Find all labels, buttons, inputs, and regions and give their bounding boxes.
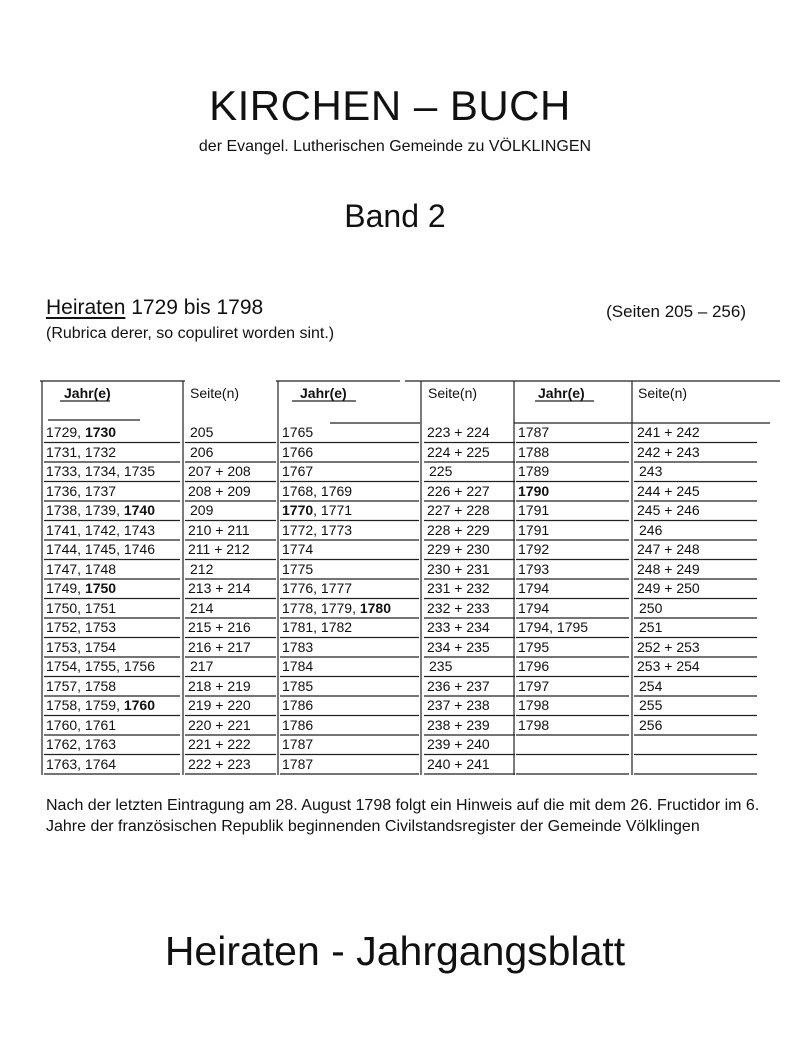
- table-cell-year: 1729, 1730: [46, 424, 117, 440]
- table-cell-year: 1798: [518, 716, 550, 733]
- table-cell-pages: 241 + 242: [637, 424, 700, 440]
- table-cell-year: 1738, 1739, 1740: [46, 502, 156, 518]
- table-cell-year: 1774: [282, 541, 314, 557]
- volume-label: Band 2: [344, 198, 446, 234]
- table-cell-pages: 239 + 240: [427, 736, 490, 752]
- table-cell-pages: 242 + 243: [637, 443, 700, 460]
- table-cell-pages: 248 + 249: [637, 560, 700, 577]
- table-cell-pages: 228 + 229: [427, 521, 490, 538]
- column-header-pages: Seite(n): [190, 385, 240, 401]
- table-cell-year: 1784: [282, 658, 314, 674]
- column-header-year: Jahr(e): [300, 385, 347, 401]
- footer-title: Heiraten - Jahrgangsblatt: [164, 928, 626, 974]
- table-cell-pages: 220 + 221: [188, 716, 251, 733]
- column-header-year: Jahr(e): [64, 385, 111, 401]
- table-cell-pages: 221 + 222: [188, 736, 251, 752]
- table-cell-pages: 245 + 246: [637, 502, 700, 518]
- table-cell-pages: 237 + 238: [427, 697, 490, 713]
- table-cell-year: 1762, 1763: [46, 736, 117, 752]
- table-cell-year: 1789: [518, 463, 550, 479]
- table-cell-year: 1766: [282, 443, 314, 460]
- table-cell-year: 1733, 1734, 1735: [46, 463, 155, 479]
- table-cell-year: 1787: [282, 736, 314, 752]
- table-cell-year: 1794: [518, 580, 550, 596]
- table-cell-year: 1794, 1795: [518, 619, 589, 635]
- table-cell-pages: 231 + 232: [427, 580, 490, 596]
- table-cell-pages: 225: [429, 463, 453, 479]
- table-cell-pages: 250: [639, 599, 663, 616]
- table-cell-year: 1786: [282, 716, 314, 733]
- table-cell-pages: 206: [190, 443, 214, 460]
- table-cell-pages: 223 + 224: [427, 424, 490, 440]
- table-cell-year: 1765: [282, 424, 314, 440]
- table-cell-pages: 247 + 248: [637, 541, 700, 557]
- table-cell-year: 1770, 1771: [282, 502, 353, 518]
- table-cell-pages: 240 + 241: [427, 755, 490, 772]
- table-cell-year: 1741, 1742, 1743: [46, 521, 155, 538]
- table-cell-year: 1792: [518, 541, 550, 557]
- table-cell-year: 1768, 1769: [282, 482, 353, 499]
- document-title: KIRCHEN – BUCH: [209, 82, 571, 129]
- table-cell-pages: 214: [190, 599, 214, 616]
- table-cell-year: 1791: [518, 521, 550, 538]
- section-rubric: (Rubrica derer, so copuliret worden sint.): [46, 325, 335, 342]
- column-header-pages: Seite(n): [638, 385, 688, 401]
- table-cell-year: 1757, 1758: [46, 677, 117, 694]
- table-cell-pages: 244 + 245: [637, 482, 700, 499]
- table-cell-pages: 234 + 235: [427, 638, 490, 655]
- table-cell-year: 1763, 1764: [46, 755, 117, 772]
- table-cell-year: 1736, 1737: [46, 482, 117, 499]
- table-cell-pages: 232 + 233: [427, 599, 490, 616]
- table-cell-pages: 209: [190, 502, 214, 518]
- table-cell-pages: 210 + 211: [188, 521, 250, 538]
- column-header-pages: Seite(n): [428, 385, 478, 401]
- table-cell-year: 1775: [282, 560, 314, 577]
- table-cell-year: 1749, 1750: [46, 580, 117, 596]
- table-cell-year: 1754, 1755, 1756: [46, 658, 155, 674]
- table-cell-pages: 215 + 216: [188, 619, 251, 635]
- table-cell-year: 1760, 1761: [46, 716, 117, 733]
- table-cell-year: 1772, 1773: [282, 521, 353, 538]
- table-cell-pages: 205: [190, 424, 214, 440]
- table-cell-year: 1731, 1732: [46, 443, 117, 460]
- table-cell-pages: 243: [639, 463, 663, 479]
- table-cell-pages: 218 + 219: [188, 677, 251, 694]
- column-header-year: Jahr(e): [538, 385, 585, 401]
- table-cell-year: 1752, 1753: [46, 619, 117, 635]
- table-cell-year: 1758, 1759, 1760: [46, 697, 156, 713]
- closing-note: Nach der letzten Eintragung am 28. August 1798 folgt ein Hinweis auf die mit dem 26. Fructidor im 6. Jahre der französischen Republik beginnenden Civilstandsregister der Gemeinde Völklingen: [46, 797, 760, 835]
- table-cell-year: 1778, 1779, 1780: [282, 599, 392, 616]
- table-cell-year: 1767: [282, 463, 314, 479]
- table-cell-pages: 256: [639, 716, 663, 733]
- table-cell-pages: 216 + 217: [188, 638, 251, 655]
- table-cell-year: 1783: [282, 638, 314, 655]
- table-cell-pages: 246: [639, 521, 663, 538]
- document-subtitle: der Evangel. Lutherischen Gemeinde zu VÖLKLINGEN: [198, 138, 592, 155]
- table-cell-year: 1788: [518, 443, 550, 460]
- table-cell-pages: 213 + 214: [188, 580, 251, 596]
- table-cell-pages: 236 + 237: [427, 677, 490, 694]
- table-cell-pages: 253 + 254: [637, 658, 700, 674]
- table-cell-year: 1795: [518, 638, 550, 655]
- section-range: 1729 bis 1798: [131, 296, 264, 319]
- table-cell-pages: 211 + 212: [188, 541, 250, 557]
- table-cell-year: 1776, 1777: [282, 580, 353, 596]
- table-cell-year: 1791: [518, 502, 550, 518]
- section-label: Heiraten: [46, 296, 126, 319]
- table-cell-pages: 224 + 225: [427, 443, 490, 460]
- table-cell-pages: 208 + 209: [188, 482, 251, 499]
- table-cell-pages: 235: [429, 658, 453, 674]
- table-cell-pages: 255: [639, 697, 663, 713]
- table-cell-pages: 219 + 220: [188, 697, 251, 713]
- table-cell-pages: 212: [190, 560, 214, 577]
- table-cell-pages: 230 + 231: [427, 560, 490, 577]
- table-cell-year: 1787: [282, 755, 314, 772]
- table-cell-pages: 249 + 250: [637, 580, 700, 596]
- table-cell-pages: 252 + 253: [637, 638, 700, 655]
- table-cell-pages: 229 + 230: [427, 541, 490, 557]
- table-cell-pages: 254: [639, 677, 663, 694]
- table-cell-year: 1781, 1782: [282, 619, 353, 635]
- table-cell-year: 1744, 1745, 1746: [46, 541, 155, 557]
- table-cell-year: 1797: [518, 677, 550, 694]
- table-cell-pages: 238 + 239: [427, 716, 490, 733]
- table-cell-pages: 227 + 228: [427, 502, 490, 518]
- table-cell-year: 1790: [518, 482, 550, 499]
- table-cell-year: 1785: [282, 677, 314, 694]
- table-cell-year: 1753, 1754: [46, 638, 117, 655]
- table-cell-year: 1747, 1748: [46, 560, 117, 577]
- table-cell-year: 1750, 1751: [46, 599, 117, 616]
- table-cell-pages: 251: [639, 619, 663, 635]
- table-cell-year: 1787: [518, 424, 550, 440]
- table-cell-year: 1786: [282, 697, 314, 713]
- table-cell-year: 1798: [518, 697, 550, 713]
- section-pages: (Seiten 205 – 256): [606, 302, 746, 321]
- table-cell-pages: 233 + 234: [427, 619, 490, 635]
- table-cell-pages: 222 + 223: [188, 755, 251, 772]
- table-cell-pages: 226 + 227: [427, 482, 490, 499]
- table-cell-year: 1796: [518, 658, 550, 674]
- table-cell-pages: 217: [190, 658, 214, 674]
- table-cell-year: 1794: [518, 599, 550, 616]
- table-cell-year: 1793: [518, 560, 550, 577]
- table-cell-pages: 207 + 208: [188, 463, 251, 479]
